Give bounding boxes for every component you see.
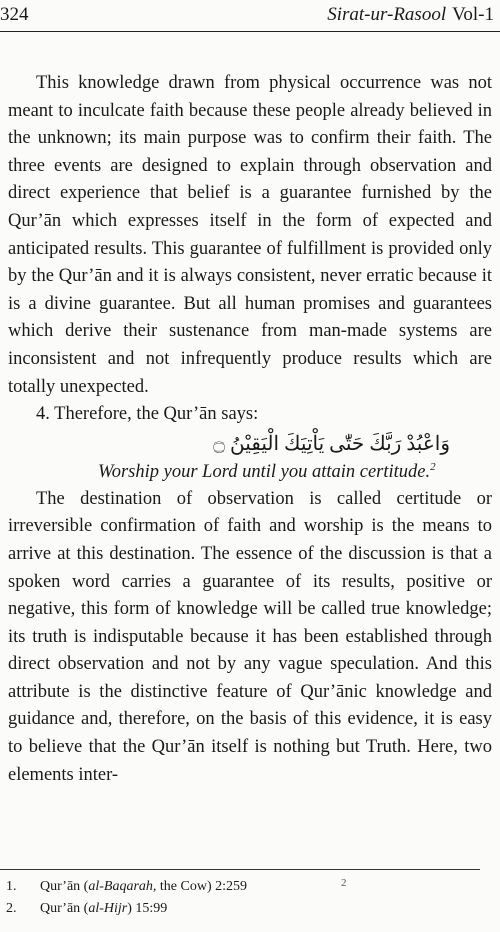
volume-label: Vol-1 bbox=[452, 4, 494, 25]
arabic-verse: وَاعْبُدْ رَبَّكَ حَتّٰى يَاْتِيَكَ الْيَقِيْنُ ۝ bbox=[213, 432, 450, 455]
footnote-number: 2. bbox=[6, 901, 17, 916]
verse-translation bbox=[8, 459, 492, 486]
running-title bbox=[327, 4, 494, 26]
page-mark: 2 bbox=[341, 877, 347, 889]
footnote-ref: 2 bbox=[430, 460, 436, 473]
paragraph-1: This knowledge drawn from physical occurrence was not meant to inculcate faith because these people already believed in the unknown; its main purpose was to confirm their faith. The three events are designed to explain through observation and direct experience that belief is a guarantee furnished by the Qur’ān which expresses itself in the form of expected and anticipated results. This guarantee of fulfillment is provided only by the Qur’ān and it is always consistent, never erratic because it is a divine guarantee. But all human promises and guarantees which derive their sustenance from man-made systems are inconsistent and not infrequently produce results which are totally unexpected. bbox=[8, 73, 492, 397]
footnote-text: Qur’ān (al-Baqarah, the Cow) 2:259 bbox=[40, 879, 248, 894]
footnote-number: 1. bbox=[6, 879, 17, 894]
translation-text: Worship your Lord until you attain certitude. bbox=[98, 461, 431, 482]
page-header bbox=[0, 0, 500, 34]
footnote-1 bbox=[6, 876, 466, 898]
paragraph-2: The destination of observation is called certitude or irreversible confirmation of faith and worship is the means to arrive at this destination. The essence of the discussion is that a spoken word carries a guarantee of its results, positive or negative, this form of knowledge will be called true knowledge; its truth is indisputable because it has been established through direct observation and not by any vague speculation. And this attribute is the distinctive feature of Qur’ānic knowledge and guidance and, therefore, on the basis of this evidence, it is easy to believe that the Qur’ān itself is nothing but Truth. Here, two elements inter- bbox=[8, 488, 492, 785]
page-number: 324 bbox=[0, 4, 29, 25]
footnotes bbox=[6, 876, 466, 920]
footnote-text: Qur’ān (al-Hijr) 15:99 bbox=[40, 901, 168, 916]
point-4: 4. Therefore, the Qur’ān says: bbox=[36, 404, 259, 425]
footnote-2 bbox=[6, 898, 466, 920]
book-title: Sirat-ur-Rasool bbox=[327, 4, 447, 25]
header-rule bbox=[0, 31, 500, 32]
body-text bbox=[8, 70, 492, 789]
footnote-rule bbox=[0, 869, 480, 870]
